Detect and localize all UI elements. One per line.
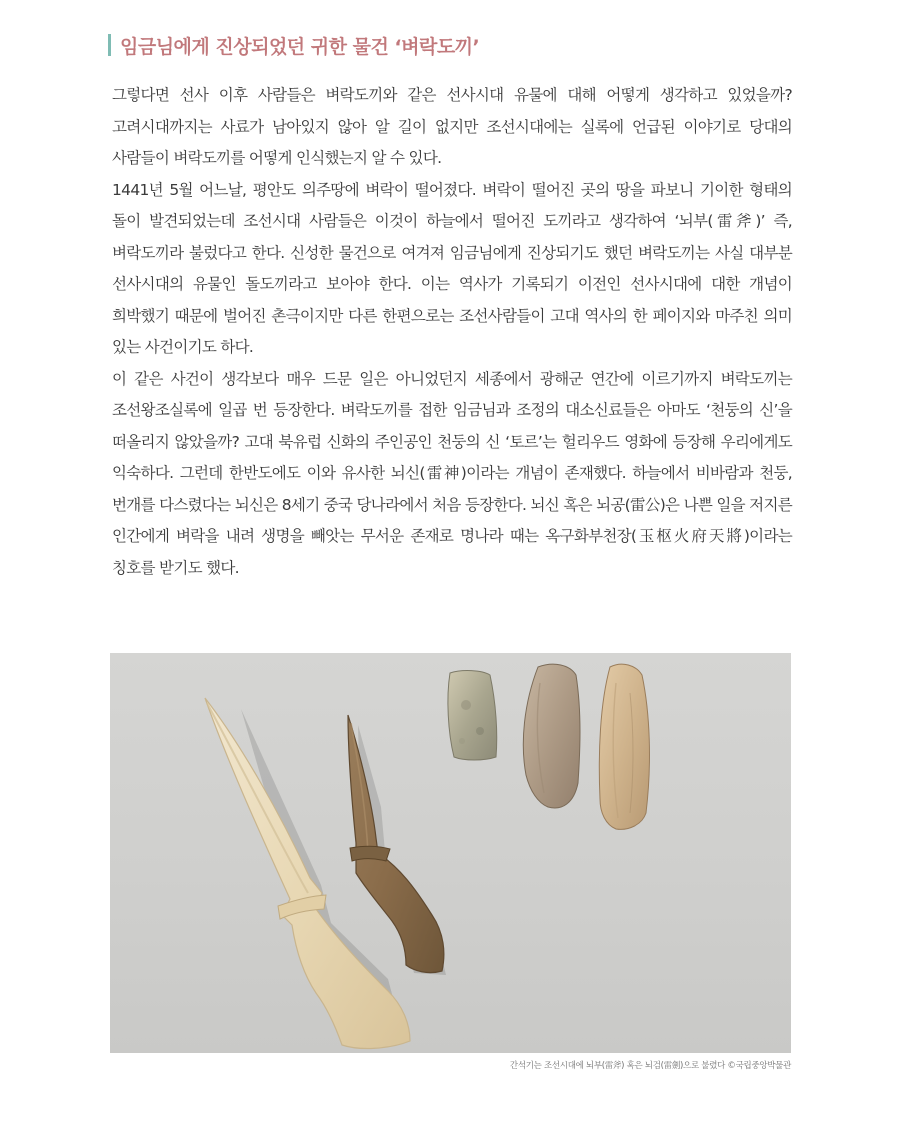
photo-caption: 간석기는 조선시대에 뇌부(雷斧) 혹은 뇌검(雷劍)으로 불렸다 ©국립중앙박물관 [509, 1061, 791, 1071]
paragraph-1: 그렇다면 선사 이후 사람들은 벼락도끼와 같은 선사시대 유물에 대해 어떻게 생각하고 있었을까? 고려시대까지는 사료가 남아있지 않아 알 길이 없지만 조선시대에는 실록에 언급된 이야기로 당대의 사람들이 벼락도끼를 어떻게 인식했는지 알 수 있다. [112, 86, 792, 167]
paragraph-2: 1441년 5월 어느날, 평안도 의주땅에 벼락이 떨어졌다. 벼락이 떨어진 곳의 땅을 파보니 기이한 형태의 돌이 발견되었는데 조선시대 사람들은 이것이 하늘에서 떨어진 도끼라고 생각하여 ‘뇌부(雷斧)’ 즉, 벼락도끼라 불렀다고 한다. 신성한 물건으로 여겨져 임금님에게 진상되기도 했던 벼락도끼는 사실 대부분 선사시대의 유물인 돌도끼라고 보아야 한다. 이는 역사가 기록되기 이전인 선사시대에 대한 개념이 희박했기 때문에 벌어진 촌극이지만 다른 한편으로는 조선사람들이 고대 역사의 한 페이지와 마주친 의미 있는 사건이기도 하다. [112, 180, 792, 356]
section-heading [108, 30, 479, 60]
section-title: 임금님에게 진상되었던 귀한 물건 ‘벼락도끼’ [120, 35, 480, 58]
artifact-photo-illustration [110, 653, 791, 1053]
article-body [112, 80, 792, 584]
stone-axe-icon-2 [599, 664, 649, 829]
stone-axe-icon-1 [523, 664, 580, 808]
stone-chisel-icon [448, 671, 497, 760]
heading-accent-bar [108, 34, 111, 56]
artifact-photo [110, 653, 791, 1053]
paragraph-3: 이 같은 사건이 생각보다 매우 드문 일은 아니었던지 세종에서 광해군 연간에 이르기까지 벼락도끼는 조선왕조실록에 일곱 번 등장한다. 벼락도끼를 접한 임금님과 조정의 대소신료들은 아마도 ‘천둥의 신’을 떠올리지 않았을까? 고대 북유럽 신화의 주인공인 천둥의 신 ‘토르’는 헐리우드 영화에 등장해 우리에게도 익숙하다. 그런데 한반도에도 이와 유사한 뇌신(雷神)이라는 개념이 존재했다. 하늘에서 비바람과 천둥, 번개를 다스렸다는 뇌신은 8세기 중국 당나라에서 처음 등장한다. 뇌신 혹은 뇌공(雷公)은 나쁜 일을 저지른 인간에게 벼락을 내려 생명을 빼앗는 무서운 존재로 명나라 때는 옥구화부천장(玉枢火府天將)이라는 칭호를 받기도 했다. [112, 369, 792, 577]
